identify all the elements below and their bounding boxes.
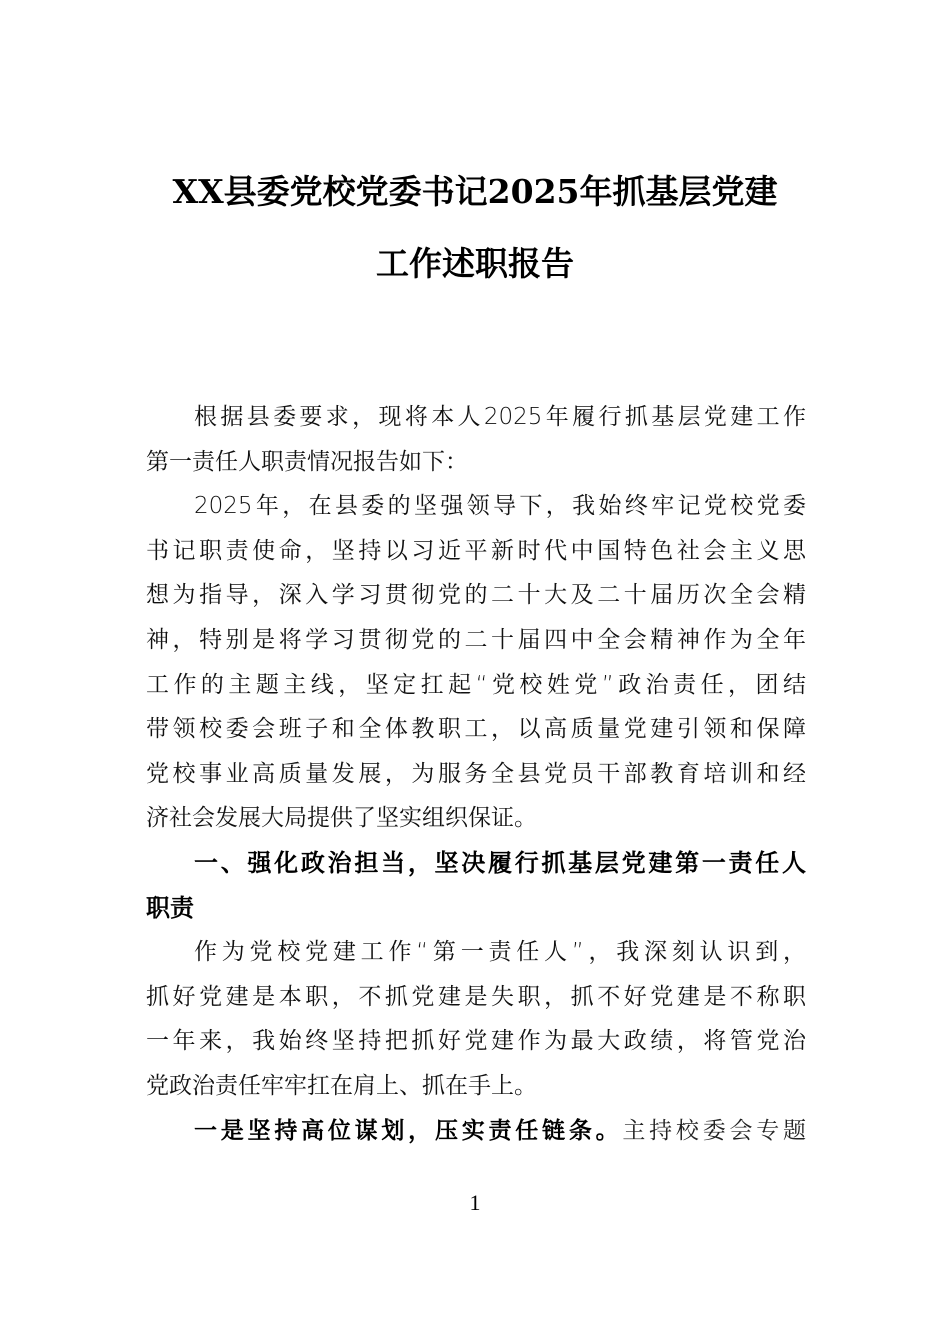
section-heading-1-line-1: 一、强化政治担当，坚决履行抓基层党建第一责任人: [194, 848, 806, 877]
document-title: [140, 156, 810, 300]
paragraph-2-line-2: 书记职责使命，坚持以习近平新时代中国特色社会主义思: [146, 537, 806, 564]
paragraph-2-line-3: 想为指导，深入学习贯彻党的二十大及二十届历次全会精: [146, 582, 806, 609]
paragraph-2-line-6: 带领校委会班子和全体教职工，以高质量党建引领和保障: [146, 716, 806, 743]
paragraph-2-line-1: 2025年，在县委的坚强领导下，我始终牢记党校党委: [194, 493, 806, 520]
paragraph-3-line-3: 一年来，我始终坚持把抓好党建作为最大政绩，将管党治: [146, 1028, 806, 1055]
paragraph-2-line-4: 神，特别是将学习贯彻党的二十届四中全会精神作为全年: [146, 626, 806, 653]
section-heading-1-line-2: 职责: [146, 893, 194, 922]
paragraph-1-line-2: 第一责任人职责情况报告如下：: [146, 448, 468, 475]
paragraph-3-line-4: 党政治责任牢牢扛在肩上、抓在手上。: [146, 1072, 537, 1099]
title-line-2: 工作述职报告: [376, 244, 574, 283]
paragraph-4-bold-lead: 一是坚持高位谋划，压实责任链条。: [194, 1117, 623, 1144]
paragraph-2-line-7: 党校事业高质量发展，为服务全县党员干部教育培训和经: [146, 760, 806, 787]
page-number: 1: [469, 1190, 481, 1215]
paragraph-4-line-1: [146, 1109, 806, 1154]
paragraph-1-line-1: 根据县委要求，现将本人2025年履行抓基层党建工作: [194, 404, 806, 430]
paragraph-2-line-8: 济社会发展大局提供了坚实组织保证。: [146, 805, 537, 832]
paragraph-2-line-5: 工作的主题主线，坚定扛起“党校姓党”政治责任，团结: [146, 671, 806, 698]
document-body: [146, 395, 806, 1153]
title-line-1: XX县委党校党委书记2025年抓基层党建: [172, 172, 778, 211]
paragraph-3-line-1: 作为党校党建工作“第一责任人”，我深刻认识到，: [194, 939, 806, 966]
paragraph-4-text: 主持校委会专题: [622, 1117, 807, 1144]
paragraph-3-line-2: 抓好党建是本职，不抓党建是失职，抓不好党建是不称职: [146, 983, 806, 1010]
